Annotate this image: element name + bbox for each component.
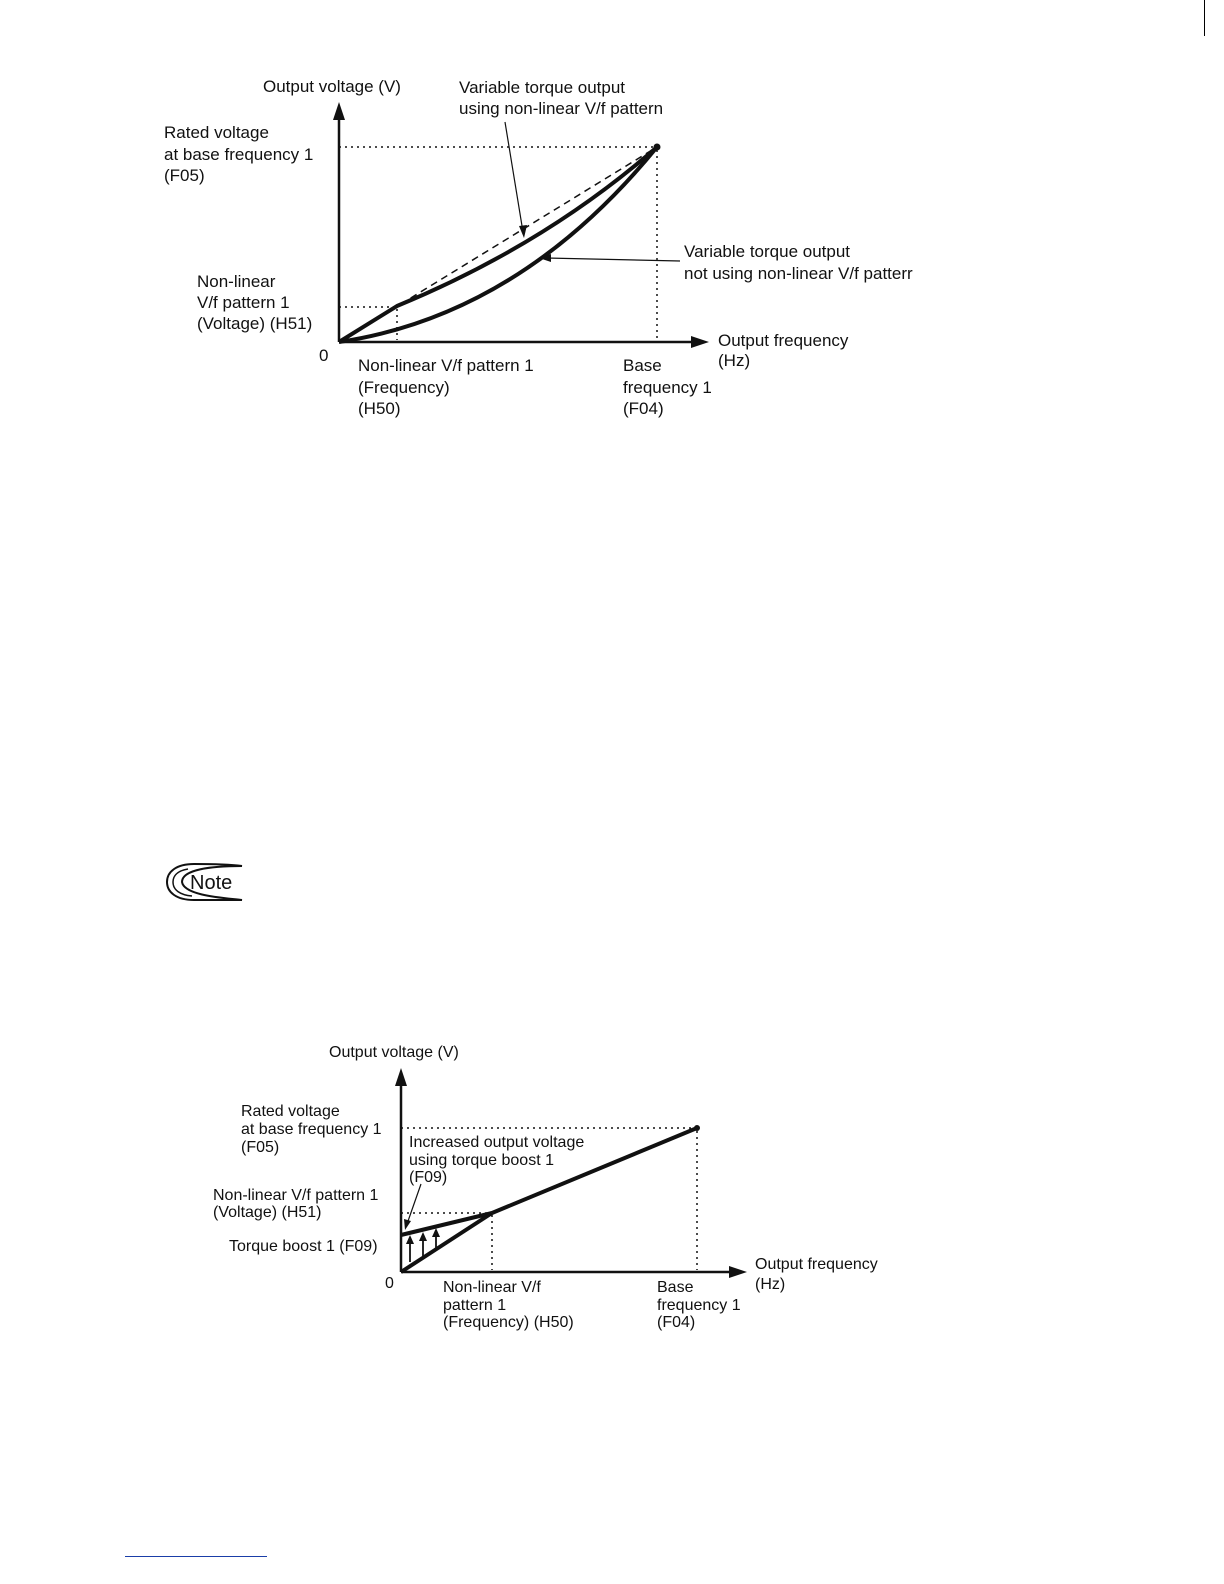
callout-using-label-1: Variable torque output: [459, 78, 626, 97]
footer-link-underline[interactable]: [125, 1556, 267, 1557]
h51-label-2: (Voltage) (H51): [213, 1204, 322, 1221]
callout-not-using-label-1: Variable torque output: [684, 242, 851, 261]
base-point-marker: [694, 1125, 700, 1131]
note-label: Note: [190, 872, 233, 894]
origin-label: 0: [385, 1275, 394, 1292]
base-pattern-line: [401, 1213, 492, 1272]
boost-arrowhead-2: [419, 1232, 427, 1241]
x-axis-label-1: Output frequency: [718, 331, 849, 350]
base-frequency-label-1: Base: [657, 1279, 694, 1296]
h50-label-1: Non-linear V/f: [443, 1279, 541, 1296]
x-axis-arrowhead: [729, 1266, 747, 1278]
rated-voltage-label-1: Rated voltage: [241, 1103, 340, 1120]
y-axis-label: Output voltage (V): [329, 1044, 459, 1061]
rated-voltage-label-3: (F05): [164, 166, 205, 185]
base-frequency-label-2: frequency 1: [657, 1297, 741, 1314]
increased-voltage-label-2: using torque boost 1: [409, 1152, 554, 1169]
rated-voltage-label-2: at base frequency 1: [241, 1121, 382, 1138]
increased-voltage-label-3: (F09): [409, 1169, 448, 1186]
h50-label-1: Non-linear V/f pattern 1: [358, 356, 534, 375]
h51-label-1: Non-linear: [197, 272, 276, 291]
x-axis-label-2: (Hz): [718, 351, 751, 370]
base-frequency-label-2: frequency 1: [623, 378, 712, 397]
h50-label-3: (Frequency) (H50): [443, 1314, 574, 1331]
h51-label-1: Non-linear V/f pattern 1: [213, 1187, 379, 1204]
y-axis-label: Output voltage (V): [263, 77, 401, 96]
h50-label-2: pattern 1: [443, 1297, 507, 1314]
increased-voltage-label-1: Increased output voltage: [409, 1134, 585, 1151]
increased-voltage-callout-arrowhead: [404, 1219, 411, 1230]
base-frequency-label-3: (F04): [623, 399, 664, 418]
callout-using-label-2: using non-linear V/f pattern: [459, 99, 664, 118]
base-frequency-label-1: Base: [623, 356, 662, 375]
callout-not-using-label-2: not using non-linear V/f patterr: [684, 264, 913, 283]
rated-voltage-label-1: Rated voltage: [164, 123, 269, 142]
x-axis-label-2: (Hz): [755, 1276, 786, 1293]
h51-label-2: V/f pattern 1: [197, 293, 290, 312]
origin-label: 0: [319, 346, 329, 365]
h50-label-2: (Frequency): [358, 378, 450, 397]
rated-voltage-label-2: at base frequency 1: [164, 145, 314, 164]
y-axis-arrowhead: [395, 1068, 407, 1086]
h51-label-3: (Voltage) (H51): [197, 314, 313, 333]
torque-boost-label: Torque boost 1 (F09): [229, 1238, 378, 1255]
rated-voltage-label-3: (F05): [241, 1139, 280, 1156]
h50-label-3: (H50): [358, 399, 401, 418]
boost-arrowhead-1: [406, 1235, 414, 1244]
increased-voltage-callout-arrow: [407, 1184, 421, 1224]
x-axis-label-1: Output frequency: [755, 1256, 878, 1273]
boost-arrowhead-3: [432, 1228, 440, 1237]
base-frequency-label-3: (F04): [657, 1314, 696, 1331]
